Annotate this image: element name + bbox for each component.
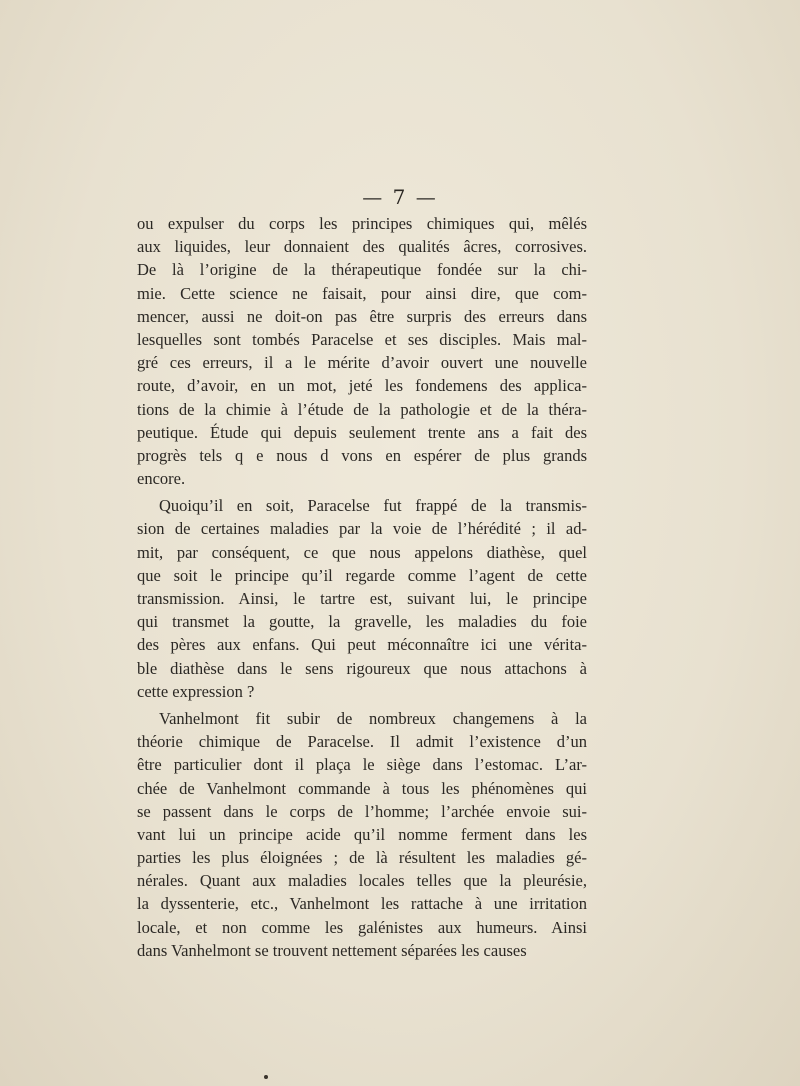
text-line: ble diathèse dans le sens rigoureux que nous attachons à [137,658,587,678]
text-line: lesquelles sont tombés Paracelse et ses disciples. Mais mal- [137,329,587,349]
text-line: aux liquides, leur donnaient des qualités âcres, corrosives. [137,237,587,257]
text-line: la dyssenterie, etc., Vanhelmont les rattache à une irritation [137,894,587,914]
text-line: qui transmet la goutte, la gravelle, les maladies du foie [137,612,587,632]
text-line: peutique. Étude qui depuis seulement trente ans a fait des [137,422,587,442]
text-line: des pères aux enfans. Qui peut méconnaître ici une vérita- [137,635,587,655]
text-line: sion de certaines maladies par la voie de l’hérédité ; il ad- [137,519,587,539]
text-line: parties les plus éloignées ; de là résultent les maladies gé- [137,848,587,868]
text-line: mencer, aussi ne doit-on pas être surpris des erreurs dans [137,306,587,326]
text-line: mie. Cette science ne faisait, pour ainsi dire, que com- [137,283,587,303]
text-line: encore. [137,469,186,489]
text-line: chée de Vanhelmont commande à tous les phénomènes qui [137,778,587,798]
text-line: nérales. Quant aux maladies locales telles que la pleurésie, [137,871,587,891]
body-text [137,212,587,962]
paper-speck [264,1075,268,1079]
text-line: se passent dans le corps de l’homme; l’archée envoie sui- [137,801,587,821]
text-line: route, d’avoir, en un mot, jeté les fondemens des applica- [137,376,587,396]
text-line: vant lui un principe acide qu’il nomme ferment dans les [137,824,587,844]
text-line: mit, par conséquent, ce que nous appelons diathèse, quel [137,542,587,562]
page-number: — 7 — [362,185,438,209]
text-line: ou expulser du corps les principes chimiques qui, mêlés [137,214,587,233]
text-line: De là l’origine de la thérapeutique fondée sur la chi- [137,260,587,280]
text-line: dans Vanhelmont se trouvent nettement séparées les causes [137,940,527,960]
text-line: être particulier dont il plaça le siège dans l’estomac. L’ar- [137,755,587,775]
text-line: transmission. Ainsi, le tartre est, suivant lui, le principe [137,589,587,608]
paragraph [137,707,587,962]
text-line: Quoiqu’il en soit, Paracelse fut frappé de la transmis- [159,496,587,516]
paragraph [137,212,587,490]
text-line: locale, et non comme les galénistes aux humeurs. Ainsi [137,917,587,937]
text-line: Vanhelmont fit subir de nombreux changemens à la [159,708,587,728]
text-line: que soit le principe qu’il regarde comme l’agent de cette [137,565,587,585]
text-line: cette expression ? [137,681,255,701]
text-line: théorie chimique de Paracelse. Il admit l’existence d’un [137,732,587,752]
text-line: tions de la chimie à l’étude de la pathologie et de la théra- [137,399,587,419]
text-line: gré ces erreurs, il a le mérite d’avoir ouvert une nouvelle [137,353,587,373]
paragraph [137,494,587,703]
text-line: progrès tels q e nous d vons en espérer de plus grands [137,445,587,465]
